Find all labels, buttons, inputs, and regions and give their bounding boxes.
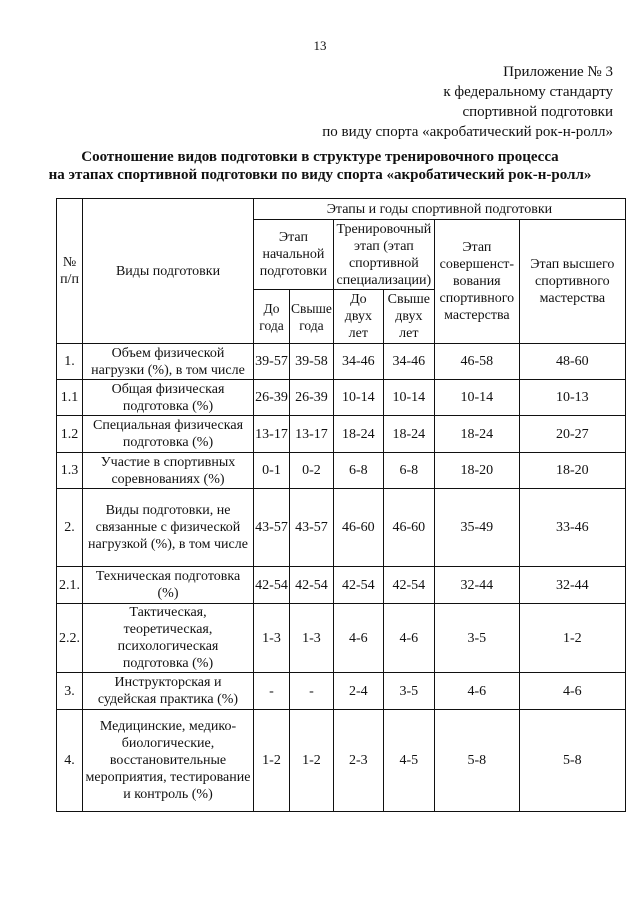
row-type-name: Участие в спортивных соревнованиях (%) xyxy=(83,453,254,489)
value-cell: 5-8 xyxy=(434,710,519,812)
value-cell: 5-8 xyxy=(519,710,625,812)
training-ratio-table xyxy=(56,198,626,812)
appendix-line: по виду спорта «акробатический рок-н-ролл» xyxy=(322,124,613,140)
value-cell: 33-46 xyxy=(519,489,625,567)
value-cell: 26-39 xyxy=(290,380,334,416)
row-number: 2. xyxy=(57,489,83,567)
header-to-two-years: До двух лет xyxy=(333,290,383,344)
value-cell: 26-39 xyxy=(254,380,290,416)
document-title xyxy=(20,148,620,184)
table-row xyxy=(57,416,626,453)
value-cell: 42-54 xyxy=(383,567,434,604)
value-cell: 43-57 xyxy=(254,489,290,567)
value-cell: 1-2 xyxy=(290,710,334,812)
value-cell: 6-8 xyxy=(383,453,434,489)
table-row xyxy=(57,344,626,380)
value-cell: 32-44 xyxy=(519,567,625,604)
header-stage-training: Тренировочный этап (этап спортивной специализации) xyxy=(333,220,434,290)
value-cell: 39-57 xyxy=(254,344,290,380)
table-row xyxy=(57,604,626,673)
value-cell: 4-6 xyxy=(383,604,434,673)
title-line: Соотношение видов подготовки в структуре тренировочного процесса xyxy=(81,149,559,165)
value-cell: 18-20 xyxy=(519,453,625,489)
value-cell: 39-58 xyxy=(290,344,334,380)
value-cell: 32-44 xyxy=(434,567,519,604)
header-types: Виды подготовки xyxy=(83,199,254,344)
header-over-two-years: Свыше двух лет xyxy=(383,290,434,344)
value-cell: 20-27 xyxy=(519,416,625,453)
value-cell: 10-14 xyxy=(333,380,383,416)
row-type-name: Общая физическая подготовка (%) xyxy=(83,380,254,416)
value-cell: 18-24 xyxy=(383,416,434,453)
value-cell: 4-6 xyxy=(519,673,625,710)
row-number: 3. xyxy=(57,673,83,710)
value-cell: 6-8 xyxy=(333,453,383,489)
appendix-line: Приложение № 3 xyxy=(503,64,613,80)
value-cell: 4-5 xyxy=(383,710,434,812)
value-cell: 43-57 xyxy=(290,489,334,567)
table-body xyxy=(57,344,626,812)
row-type-name: Инструкторская и судейская практика (%) xyxy=(83,673,254,710)
value-cell: 34-46 xyxy=(383,344,434,380)
value-cell: 13-17 xyxy=(254,416,290,453)
row-type-name: Медицинские, медико-биологические, восстановительные мероприятия, тестирование и контроль (%) xyxy=(83,710,254,812)
value-cell: 42-54 xyxy=(254,567,290,604)
row-type-name: Объем физической нагрузки (%), в том числе xyxy=(83,344,254,380)
value-cell: 2-4 xyxy=(333,673,383,710)
value-cell: 1-2 xyxy=(254,710,290,812)
value-cell: 34-46 xyxy=(333,344,383,380)
title-line: на этапах спортивной подготовки по виду спорта «акробатический рок-н-ролл» xyxy=(48,167,592,183)
value-cell: 10-14 xyxy=(383,380,434,416)
value-cell: 35-49 xyxy=(434,489,519,567)
value-cell: 0-2 xyxy=(290,453,334,489)
appendix-line: к федеральному стандарту xyxy=(443,84,613,100)
value-cell: 10-13 xyxy=(519,380,625,416)
value-cell: 13-17 xyxy=(290,416,334,453)
table-row xyxy=(57,380,626,416)
row-type-name: Техническая подготовка (%) xyxy=(83,567,254,604)
value-cell: 1-3 xyxy=(290,604,334,673)
value-cell: 18-20 xyxy=(434,453,519,489)
header-stage-initial: Этап начальной подготовки xyxy=(254,220,334,290)
value-cell: 46-60 xyxy=(383,489,434,567)
value-cell: - xyxy=(290,673,334,710)
value-cell: 18-24 xyxy=(333,416,383,453)
value-cell: 46-60 xyxy=(333,489,383,567)
row-number: 1. xyxy=(57,344,83,380)
row-number: 1.1 xyxy=(57,380,83,416)
value-cell: - xyxy=(254,673,290,710)
table-row xyxy=(57,673,626,710)
value-cell: 18-24 xyxy=(434,416,519,453)
header-to-year: До года xyxy=(254,290,290,344)
value-cell: 2-3 xyxy=(333,710,383,812)
value-cell: 3-5 xyxy=(383,673,434,710)
table-row xyxy=(57,453,626,489)
value-cell: 42-54 xyxy=(333,567,383,604)
value-cell: 48-60 xyxy=(519,344,625,380)
value-cell: 3-5 xyxy=(434,604,519,673)
row-type-name: Тактическая, теоретическая, психологическая подготовка (%) xyxy=(83,604,254,673)
value-cell: 0-1 xyxy=(254,453,290,489)
row-type-name: Виды подготовки, не связанные с физической нагрузкой (%), в том числе xyxy=(83,489,254,567)
appendix-heading xyxy=(322,62,613,142)
header-over-year: Свыше года xyxy=(290,290,334,344)
row-type-name: Специальная физическая подготовка (%) xyxy=(83,416,254,453)
row-number: 1.3 xyxy=(57,453,83,489)
value-cell: 46-58 xyxy=(434,344,519,380)
value-cell: 4-6 xyxy=(434,673,519,710)
header-number: № п/п xyxy=(57,199,83,344)
value-cell: 42-54 xyxy=(290,567,334,604)
header-stage-improvement: Этап совершенст-вования спортивного мастерства xyxy=(434,220,519,344)
row-number: 4. xyxy=(57,710,83,812)
row-number: 2.1. xyxy=(57,567,83,604)
row-number: 1.2 xyxy=(57,416,83,453)
value-cell: 1-2 xyxy=(519,604,625,673)
header-stages: Этапы и годы спортивной подготовки xyxy=(254,199,626,220)
table-row xyxy=(57,567,626,604)
header-stage-higher: Этап высшего спортивного мастерства xyxy=(519,220,625,344)
row-number: 2.2. xyxy=(57,604,83,673)
appendix-line: спортивной подготовки xyxy=(462,104,613,120)
table-row xyxy=(57,710,626,812)
value-cell: 1-3 xyxy=(254,604,290,673)
value-cell: 4-6 xyxy=(333,604,383,673)
page-number: 13 xyxy=(313,38,327,53)
value-cell: 10-14 xyxy=(434,380,519,416)
table-row xyxy=(57,489,626,567)
